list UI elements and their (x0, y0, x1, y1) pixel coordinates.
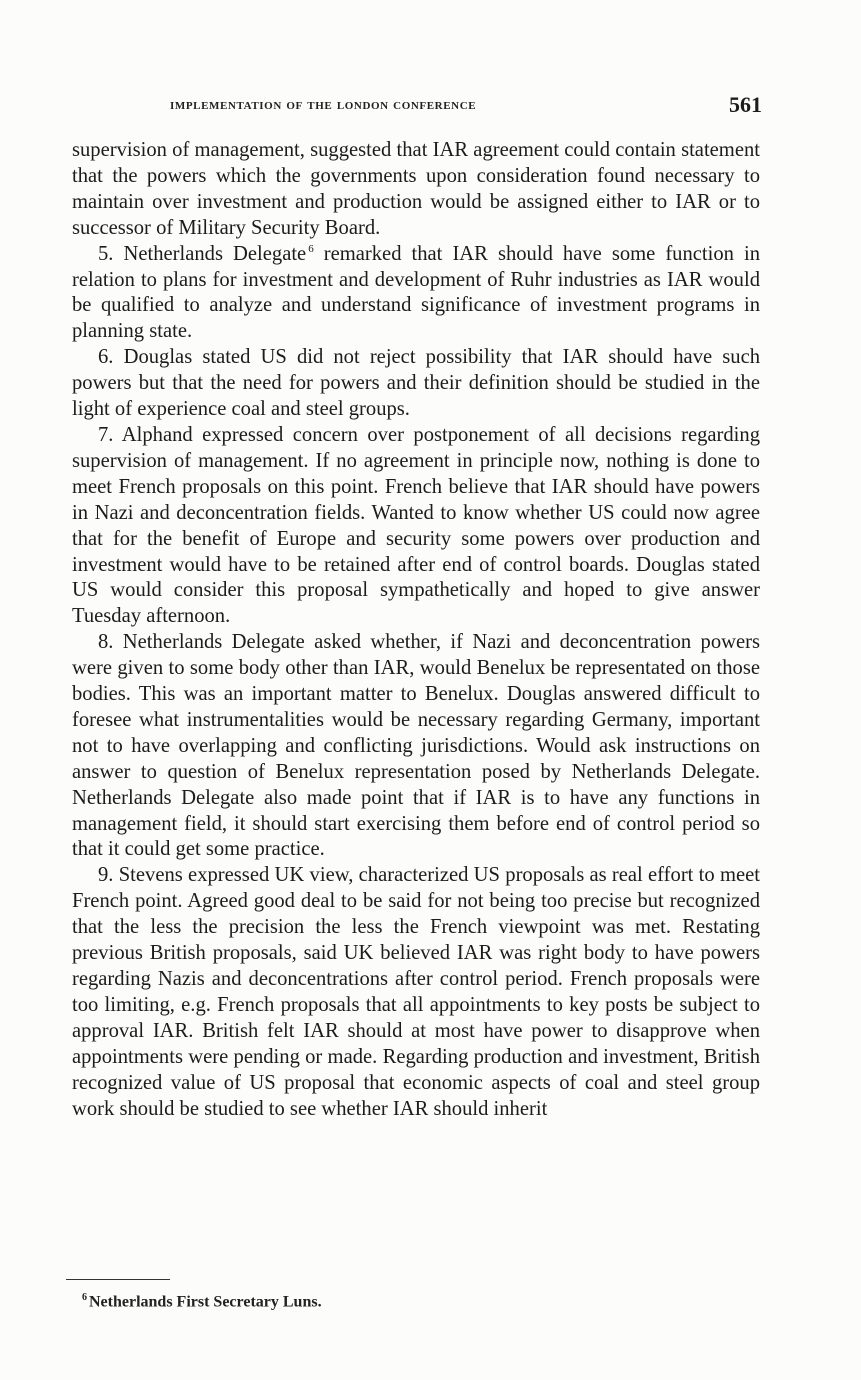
paragraph-6: 6. Douglas stated US did not reject possibility that IAR should have such powers but that the need for powers and their definition should be studied in the light of experience coal and steel groups. (72, 346, 760, 421)
footnote (82, 1292, 322, 1311)
footnote-text: Netherlands First Secretary Luns. (89, 1293, 322, 1311)
running-head: implementation of the london conference (170, 96, 477, 113)
paragraph-8: 8. Netherlands Delegate asked whether, if Nazi and deconcentration powers were given to some body other than IAR, would Benelux be representated on those bodies. This was an important matter to Benelux. Douglas answered difficult to foresee what instrumentalities would be necessary regarding Germany, important not to have overlapping and conflicting jurisdictions. Would ask instructions on answer to question of Benelux representation posed by Netherlands Delegate. Netherlands Delegate also made point that if IAR is to have any functions in management field, it should start exercising them before end of control period so that it could get some practice. (72, 631, 760, 861)
paragraph-9: 9. Stevens expressed UK view, characterized US proposals as real effort to meet French point. Agreed good deal to be said for not being too precise but recognized that the less the precision the less the French viewpoint was met. Restating previous British proposals, said UK believed IAR was right body to have powers regarding Nazis and deconcentrations after control period. French proposals were too limiting, e.g. French proposals that all appointments to key posts be subject to approval IAR. British felt IAR should at most have power to disapprove when appointments were pending or made. Regarding production and investment, British recognized value of US proposal that economic aspects of coal and steel group work should be studied to see whether IAR should inherit (72, 864, 760, 1120)
paragraph-continuation: supervision of management, suggested that IAR agreement could contain statement that the powers which the governments upon consideration found necessary to maintain over investment and production would be assigned either to IAR or to successor of Military Security Board. (72, 139, 760, 239)
paragraph-5-rest: remarked that IAR should have some function in relation to plans for investment and development of Ruhr industries as IAR would be qualified to analyze and understand significance of investment programs in planning state. (72, 242, 761, 343)
page-header (170, 92, 762, 122)
page-number: 561 (729, 92, 762, 117)
footnote-divider (66, 1279, 170, 1280)
footnote-marker: 6 (82, 1292, 87, 1303)
paragraph-7: 7. Alphand expressed concern over postponement of all decisions regarding supervision of management. If no agreement in principle now, nothing is done to meet French proposals on this point. French believe that IAR should have powers in Nazi and deconcentration fields. Wanted to know whether US could now agree that for the benefit of Europe and security some powers over production and investment would have to be retained after end of control boards. Douglas stated US would consider this proposal sympathetically and hoped to give answer Tuesday afternoon. (72, 423, 760, 628)
body-text (72, 138, 760, 1122)
paragraph-5-start: 5. Netherlands Delegate (98, 242, 307, 265)
footnote-reference: 6 (308, 242, 314, 255)
paragraph-5 (72, 242, 760, 346)
